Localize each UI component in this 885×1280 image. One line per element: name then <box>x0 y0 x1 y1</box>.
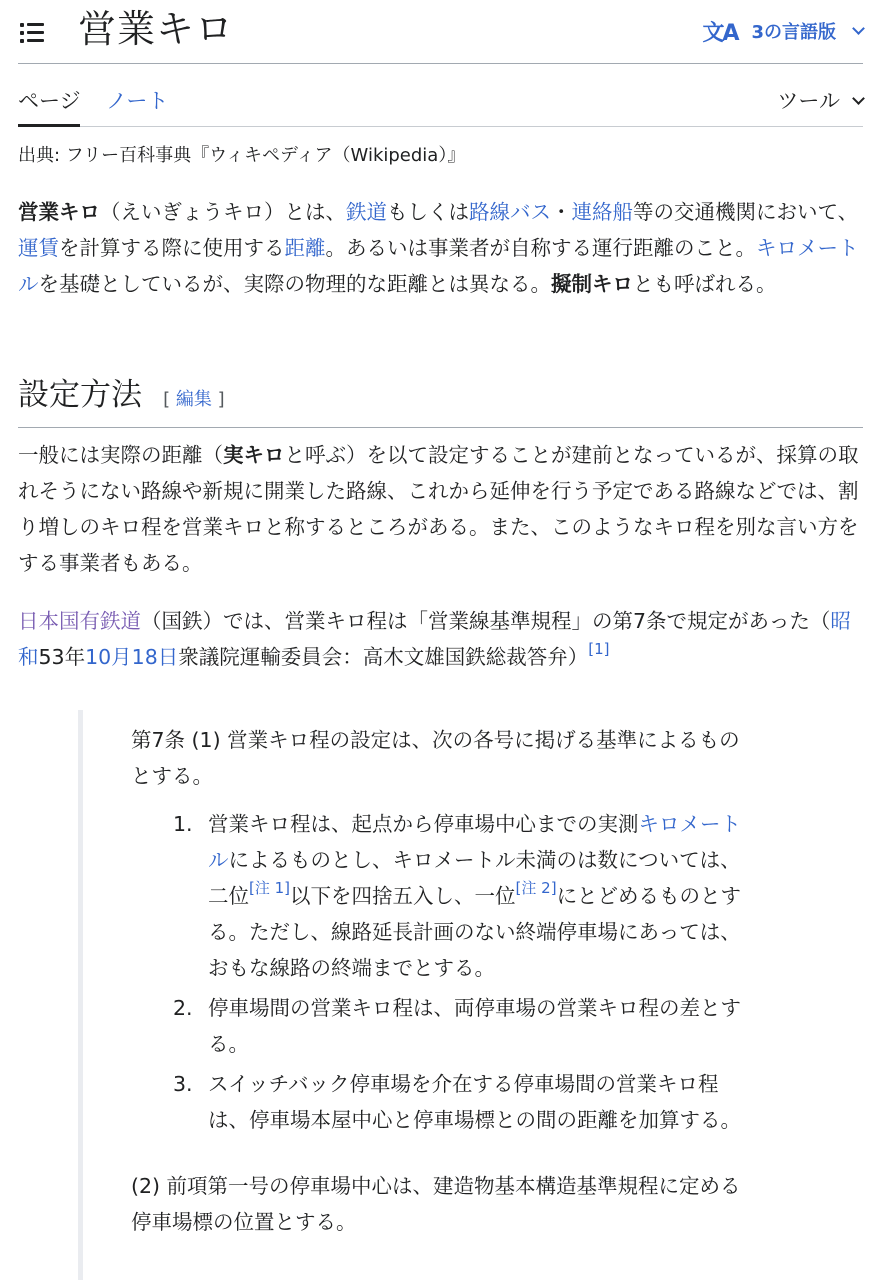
link-kilometre[interactable]: キロメートル <box>208 812 741 872</box>
section-heading <box>18 372 863 428</box>
text: によるものとし、キロメートル未満のは数については、二位 <box>208 848 741 908</box>
tools-label: ツール <box>777 89 840 113</box>
text: 53年 <box>38 645 86 669</box>
edit-link[interactable]: 編集 <box>175 389 212 410</box>
text: 一般には実際の距離（ <box>18 443 223 467</box>
text: を計算する際に使用する <box>59 236 285 260</box>
tools-menu-button[interactable] <box>777 86 863 116</box>
list-item <box>131 806 751 986</box>
list-item <box>131 990 751 1062</box>
link-showa[interactable]: 昭和 <box>18 609 851 669</box>
text: （国鉄）では、営業キロ程は「営業線基準規程」の第7条で規定があった（ <box>141 609 831 633</box>
page-tabs <box>18 64 863 127</box>
text: （えいぎょうキロ）とは、 <box>100 200 346 224</box>
language-icon: 文A <box>702 20 738 46</box>
active-tab-indicator <box>18 124 80 127</box>
link-ferry[interactable]: 連絡船 <box>571 200 633 224</box>
text: にとどめるものとする。ただし、線路延長計画のない終端停車場にあっては、おもな線路の終端までとする。 <box>208 884 742 980</box>
link-date[interactable]: 10月18日 <box>85 645 179 669</box>
text: 以下を四捨五入し、一位 <box>290 884 516 908</box>
text: もしくは <box>387 200 469 224</box>
list-item <box>131 1066 751 1138</box>
text: 等の交通機関において、 <box>633 200 859 224</box>
link-bus[interactable]: 路線バス <box>469 200 551 224</box>
term-bold: 営業キロ <box>18 200 100 224</box>
bracket: ] <box>217 389 225 410</box>
quote-list <box>131 806 751 1142</box>
text: 衆議院運輸委員会：高木文雄国鉄総裁答弁） <box>178 645 589 669</box>
tab-talk[interactable]: ノート <box>106 89 169 113</box>
tab-page[interactable]: ページ <box>18 89 81 113</box>
intro-paragraph <box>18 194 863 302</box>
link-distance[interactable]: 距離 <box>284 236 326 260</box>
chevron-down-icon <box>852 22 865 35</box>
text: スイッチバック停車場を介在する停車場間の営業キロ程は、停車場本屋中心と停車場標との間の距離を加算する。 <box>208 1072 741 1132</box>
link-fare[interactable]: 運賃 <box>18 236 59 260</box>
link-jnr[interactable]: 日本国有鉄道 <box>18 609 141 633</box>
text: と呼ぶ）を以て設定することが建前となっているが、採算の取れそうにない路線や新規に開業した路線、これから延伸を行う予定である路線などでは、割り増しのキロ程を営業キロと称するところがある。また、このようなキロ程を別な言い方をする事業者もある。 <box>18 443 859 575</box>
paragraph <box>18 603 863 675</box>
paragraph <box>18 437 863 581</box>
chevron-down-icon <box>852 92 865 105</box>
note-link[interactable]: [注 1] <box>249 879 291 897</box>
quote-outro: (2) 前項第一号の停車場中心は、建造物基本構造基準規程に定める停車場標の位置とする。 <box>131 1174 741 1234</box>
page-title: 営業キロ <box>78 7 235 51</box>
bracket: [ <box>163 389 171 410</box>
term-bold: 実キロ <box>223 443 285 467</box>
text: を基礎としているが、実際の物理的な距離とは異なる。 <box>38 272 551 296</box>
text: 。あるいは事業者が自称する運行距離のこと。 <box>325 236 756 260</box>
section-edit <box>163 389 225 410</box>
text: ・ <box>551 200 572 224</box>
table-of-contents-icon[interactable] <box>18 18 48 48</box>
list-number: 1. <box>173 812 193 836</box>
text: とも呼ばれる。 <box>633 272 777 296</box>
text: 停車場間の営業キロ程は、両停車場の営業キロ程の差とする。 <box>208 996 741 1056</box>
list-number: 2. <box>173 996 193 1020</box>
language-button[interactable] <box>702 14 863 48</box>
term-bold: 擬制キロ <box>551 272 633 296</box>
language-label: 3の言語版 <box>751 22 836 43</box>
page-header <box>18 0 863 64</box>
site-subtitle: 出典: フリー百科事典『ウィキペディア（Wikipedia）』 <box>18 145 466 166</box>
quote-intro: 第7条 (1) 営業キロ程の設定は、次の各号に掲げる基準によるものとする。 <box>131 728 740 788</box>
link-kilometre[interactable]: キロメートル <box>18 236 859 296</box>
section-title: 設定方法 <box>18 377 142 413</box>
note-link[interactable]: [注 2] <box>515 879 557 897</box>
list-number: 3. <box>173 1072 193 1096</box>
text: 営業キロ程は、起点から停車場中心までの実測 <box>208 812 639 836</box>
link-railway[interactable]: 鉄道 <box>346 200 387 224</box>
reference-link[interactable]: [1] <box>588 640 610 658</box>
